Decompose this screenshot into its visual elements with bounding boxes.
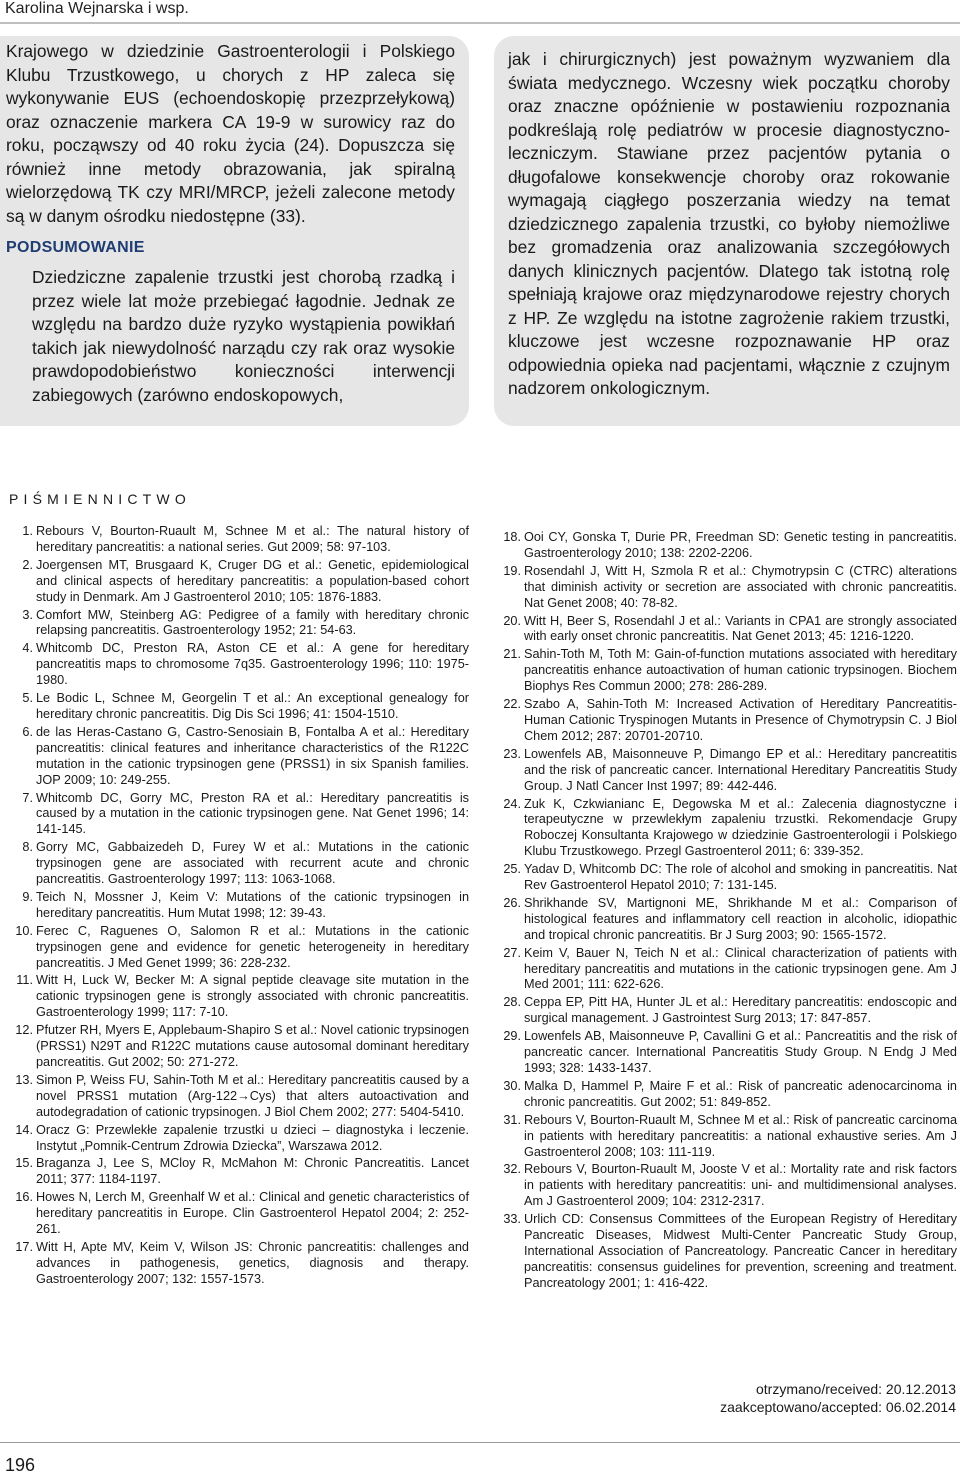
reference-text: Ceppa EP, Pitt HA, Hunter JL et al.: Hereditary pancreatitis: endoscopic and surgical management. J Gastrointest Surg 2013; 17: 847-857. [524, 995, 957, 1026]
reference-text: Rebours V, Bourton-Ruault M, Schnee M et al.: Risk of pancreatic carcinoma in patients with hereditary pancreatitis: a national exhaustive series. Am J Gastroenterol 2008; 103: 111-119. [524, 1112, 957, 1159]
reference-item [9, 924, 469, 972]
reference-item [9, 1156, 469, 1188]
reference-text: Whitcomb DC, Preston RA, Aston CE et al.: A gene for hereditary pancreatitis maps to chromosome 7q35. Gastroenterology 1996; 110: 1975-1980. [36, 641, 469, 688]
box-left-paragraph-1: Krajowego w dziedzinie Gastroenterologii i Polskiego Klubu Trzustkowego, u chorych z HP zaleca się wykonywanie EUS (echoendoskopię przezprzełykową) oraz oznaczenie markera CA 19-9 w surowicy raz do roku, począwszy od 40 roku życia (24). Dopuszcza się również inne metody obrazowania, jak spiralną wielorzędową TK czy MRI/MRCP, jeżeli zalecone metody są w danym ośrodku niedostępne (33). [6, 41, 455, 226]
reference-item [497, 697, 957, 745]
reference-text: Whitcomb DC, Gorry MC, Preston RA et al.: Hereditary pancreatitis is caused by a mutation in the cationic trypsinogen gene. Nat Genet 1996; 14: 141-145. [36, 790, 469, 837]
reference-text: Gorry MC, Gabbaizedeh D, Furey W et al.: Mutations in the cationic trypsinogen gene are associated with recurrent acute and chronic pancreatitis. Gastroenterology 1997; 113: 1063-1068. [36, 840, 469, 887]
reference-text: Yadav D, Whitcomb DC: The role of alcohol and smoking in pancreatitis. Nat Rev Gastroenterol Hepatol 2010; 7: 131-145. [524, 862, 957, 893]
summary-box-left [0, 36, 469, 426]
reference-number: 13. [15, 1072, 33, 1087]
reference-text: Howes N, Lerch M, Greenhalf W et al.: Clinical and genetic characteristics of hereditary pancreatitis in Europe. Clin Gastroenterol Hepatol 2004; 2: 252-261. [36, 1190, 469, 1237]
reference-text: Witt H, Apte MV, Keim V, Wilson JS: Chronic pancreatitis: challenges and advances in pathogenesis, genetics, diagnosis and therapy. Gastroenterology 2007; 132: 1557-1573. [36, 1239, 469, 1286]
reference-number: 16. [15, 1190, 33, 1205]
reference-number: 32. [503, 1162, 521, 1177]
reference-number: 22. [503, 697, 521, 712]
reference-item [9, 1073, 469, 1121]
reference-item [9, 973, 469, 1021]
received-date: otrzymano/received: 20.12.2013 [755, 1381, 956, 1397]
reference-text: Le Bodic L, Schnee M, Georgelin T et al.: An exceptional genealogy for hereditary chronic pancreatitis. Dig Dis Sci 1996; 41: 1504-1510. [36, 691, 469, 721]
reference-number: 28. [503, 995, 521, 1010]
reference-number: 30. [503, 1078, 521, 1093]
reference-item [9, 608, 469, 640]
reference-item [497, 1212, 957, 1292]
reference-text: Comfort MW, Steinberg AG: Pedigree of a family with hereditary chronic relapsing pancreatitis. Gastroenterology 1952; 21: 54-63. [36, 607, 469, 638]
reference-item [497, 747, 957, 795]
accepted-date: zaakceptowano/accepted: 06.02.2014 [720, 1399, 956, 1415]
reference-item [9, 890, 469, 922]
reference-text: Witt H, Luck W, Becker M: A signal peptide cleavage site mutation in the cationic trypsinogen gene is strongly associated with chronic pancreatitis. Gastroenterology 1999; 117: 7-10. [36, 973, 469, 1020]
reference-number: 21. [503, 647, 521, 662]
box-left-paragraph-2: Dziedziczne zapalenie trzustki jest chorobą rzadką i przez wiele lat może przebiegać łagodnie. Jednak ze względu na bardzo duże ryzyko wystąpienia powikłań takich jak niewydolność narządu czy rak oraz wysokie prawdopodobieństwo konieczności interwencji zabiegowych (zarówno endoskopowych, [32, 267, 455, 405]
box-right-paragraph: jak i chirurgicznych) jest poważnym wyzwaniem dla świata medycznego. Wczesny wiek początku choroby oraz znaczne opóźnienie w postawieniu rozpoznania podkreślają rolę pediatrów w procesie diagnostyczno-leczniczym. Stawiane przez pacjentów pytania o długofalowe konsekwencje choroby oraz rokowanie wymagają ciągłego poszerzania wiedzy na temat dziedzicznego zapalenia trzustki, co byłoby niemożliwe bez gromadzenia oraz analizowania szczegółowych danych klinicznych pacjentów. Dlatego tak istotną rolę spełniają krajowe oraz międzynarodowe rejestry chorych z HP. Ze względu na istotne zagrożenie rakiem trzustki, kluczowe jest wczesne rozpoznawanie HP oraz odpowiednia opieka nad pacjentami, włącznie z czujnym nadzorem onkologicznym. [508, 49, 950, 398]
reference-text: Ooi CY, Gonska T, Durie PR, Freedman SD: Genetic testing in pancreatitis. Gastroenterology 2010; 138: 2202-2206. [524, 530, 957, 560]
reference-item [497, 564, 957, 612]
summary-heading: PODSUMOWANIE [6, 239, 145, 256]
reference-number: 25. [503, 862, 521, 877]
reference-number: 27. [503, 945, 521, 960]
reference-number: 3. [22, 607, 33, 622]
reference-number: 6. [22, 724, 33, 739]
reference-number: 17. [15, 1239, 33, 1254]
reference-text: Braganza J, Lee S, MCloy R, McMahon M: Chronic Pancreatitis. Lancet 2011; 377: 1184-1197. [36, 1156, 469, 1187]
reference-number: 19. [503, 563, 521, 578]
reference-item [9, 524, 469, 556]
summary-box-right [494, 36, 960, 426]
reference-number: 29. [503, 1029, 521, 1044]
page-number: 196 [5, 1455, 36, 1475]
reference-number: 12. [15, 1023, 33, 1038]
header-divider [0, 22, 960, 24]
reference-text: Pfutzer RH, Myers E, Applebaum-Shapiro S et al.: Novel cationic trypsinogen (PRSS1) N29T and R122C mutations cause autosomal dominant hereditary pancreatitis. Gut 2002; 50: 271-272. [36, 1023, 469, 1069]
reference-item [9, 691, 469, 723]
reference-number: 20. [503, 613, 521, 628]
reference-text: Shrikhande SV, Martignoni ME, Shrikhande M et al.: Comparison of histological features and inflammatory cell reaction in alcoholic, idiopathic and tropical chronic pancreatitis. Br J Surg 2003; 90: 1565-1572. [524, 895, 957, 942]
references-heading: PIŚMIENNICTWO [9, 491, 191, 507]
reference-text: Ferec C, Raguenes O, Salomon R et al.: Mutations in the cationic trypsinogen gene and evidence for genetic heterogeneity in hereditary pancreatitis. J Med Genet 1999; 36: 228-232. [36, 923, 469, 970]
reference-number: 1. [22, 524, 33, 538]
reference-number: 33. [503, 1212, 521, 1227]
reference-number: 15. [15, 1156, 33, 1171]
reference-text: Keim V, Bauer N, Teich N et al.: Clinical characterization of patients with hereditary pancreatitis and mutations in the cationic trypsinogen gene. Am J Med 2001; 111: 622-626. [524, 945, 957, 992]
reference-text: de las Heras-Castano G, Castro-Senosiain B, Fontalba A et al.: Hereditary pancreatitis: clinical features and inheritance characteristics of the R122C mutation in the cationic trypsinogen gene (PRSS1) in six Spanish families. JOP 2009; 10: 249-255. [36, 724, 469, 787]
reference-item [9, 791, 469, 839]
reference-item [497, 995, 957, 1027]
reference-text: Szabo A, Sahin-Toth M: Increased Activation of Hereditary Pancreatitis-Human Cationic Tryspinogen Mutants in Presence of Chymotrypsin C. J Biol Chem 2012; 287: 20701-20710. [524, 697, 957, 743]
reference-number: 9. [22, 889, 33, 904]
reference-item [9, 1023, 469, 1071]
reference-number: 18. [503, 530, 521, 544]
reference-number: 24. [503, 796, 521, 811]
reference-item [497, 946, 957, 994]
dates-block [636, 1380, 956, 1416]
reference-number: 8. [22, 840, 33, 855]
reference-text: Malka D, Hammel P, Maire F et al.: Risk of pancreatic adenocarcinoma in chronic pancreatitis. Gut 2002; 51: 849-852. [524, 1078, 957, 1109]
reference-item [497, 647, 957, 695]
reference-item [497, 1162, 957, 1210]
reference-number: 5. [22, 691, 33, 706]
reference-text: Rebours V, Bourton-Ruault M, Jooste V et al.: Mortality rate and risk factors in patients with hereditary pancreatitis: uni- and multidimensional analyses. Am J Gastroenterol 2009; 104: 2312-2317. [524, 1162, 957, 1209]
reference-number: 10. [15, 923, 33, 938]
reference-number: 7. [22, 790, 33, 805]
reference-text: Urlich CD: Consensus Committees of the European Registry of Hereditary Pancreatic Diseases, Midwest Multi-Center Pancreatic Study Group, International Association of Pancreatology. Pancreatic Cancer in hereditary pancreatitis: consensus guidelines for prevention, screening and treatment. Pancreatology 2001; 1: 416-422. [524, 1212, 957, 1290]
reference-number: 31. [503, 1112, 521, 1127]
reference-item [497, 1029, 957, 1077]
reference-text: Lowenfels AB, Maisonneuve P, Cavallini G et al.: Pancreatitis and the risk of pancreatic cancer. International Pancreatitis Study Group. N Endg J Med 1993; 328: 1433-1437. [524, 1029, 957, 1075]
reference-number: 14. [15, 1122, 33, 1137]
reference-text: Zuk K, Czkwianianc E, Degowska M et al.: Zalecenia diagnostyczne i terapeutyczne w przewlekłym zapaleniu trzustki. Rekomendacje Grupy Roboczej Konsultanta Krajowego w dziedzinie Gastroenterologii i Polskiego Klubu Trzustkowego. Przegl Gastroenterol 2011; 6: 339-352. [524, 796, 957, 859]
reference-number: 11. [16, 973, 33, 988]
reference-text: Rosendahl J, Witt H, Szmola R et al.: Chymotrypsin C (CTRC) alterations that diminish activity or secretion are associated with chronic pancreatitis. Nat Genet 2008; 40: 78-82. [524, 563, 957, 610]
references-list-right [497, 530, 957, 1294]
reference-item [497, 530, 957, 562]
reference-item [497, 614, 957, 646]
reference-text: Simon P, Weiss FU, Sahin-Toth M et al.: Hereditary pancreatitis caused by a novel PRSS1 mutation (Arg-122→Cys) that alters autoactivation and autodegradation of cationic trypsinogen. J Biol Chem 2002; 277: 5404-5410. [36, 1072, 469, 1119]
reference-text: Teich N, Mossner J, Keim V: Mutations of the cationic trypsinogen in hereditary pancreatitis. Hum Mutat 1998; 12: 39-43. [36, 889, 469, 920]
running-head: Karolina Wejnarska i wsp. [5, 0, 189, 17]
reference-item [9, 1240, 469, 1288]
reference-text: Oracz G: Przewlekłe zapalenie trzustki u dzieci – diagnostyka i leczenie. Instytut „Pomnik-Centrum Zdrowia Dziecka”, Warszawa 2012. [36, 1122, 469, 1153]
footer-divider [0, 1442, 960, 1443]
reference-item [9, 558, 469, 606]
reference-number: 26. [503, 895, 521, 910]
reference-text: Sahin-Toth M, Toth M: Gain-of-function mutations associated with hereditary pancreatitis enhance autoactivation of human cationic trypsinogen. Biochem Biophys Res Commun 2000; 278: 286-289. [524, 647, 957, 694]
reference-text: Joergensen MT, Brusgaard K, Cruger DG et al.: Genetic, epidemiological and clinical aspects of hereditary pancreatitis: a population-based cohort study in Denmark. Am J Gastroenterol 2010; 105: 1876-1883. [36, 557, 469, 604]
reference-item [497, 862, 957, 894]
reference-number: 2. [22, 557, 33, 572]
reference-text: Lowenfels AB, Maisonneuve P, Dimango EP et al.: Hereditary pancreatitis and the risk of pancreatic cancer. International Hereditary Pancreatitis Study Group. J Natl Cancer Inst 1997; 89: 442-446. [524, 746, 957, 793]
reference-text: Rebours V, Bourton-Ruault M, Schnee M et al.: The natural history of hereditary pancreatitis: a national series. Gut 2009; 58: 97-103. [36, 524, 469, 554]
reference-item [9, 641, 469, 689]
reference-number: 23. [503, 746, 521, 761]
reference-text: Witt H, Beer S, Rosendahl J et al.: Variants in CPA1 are strongly associated with early onset chronic pancreatitis. Nat Genet 2013; 45: 1216-1220. [524, 613, 957, 644]
reference-item [9, 1123, 469, 1155]
reference-item [497, 1113, 957, 1161]
references-list-left [9, 524, 469, 1290]
reference-item [9, 1190, 469, 1238]
reference-item [9, 725, 469, 789]
reference-number: 4. [22, 641, 33, 656]
reference-item [497, 1079, 957, 1111]
reference-item [9, 840, 469, 888]
reference-item [497, 797, 957, 861]
box-left-paragraph-2-wrap [6, 266, 455, 407]
reference-item [497, 896, 957, 944]
